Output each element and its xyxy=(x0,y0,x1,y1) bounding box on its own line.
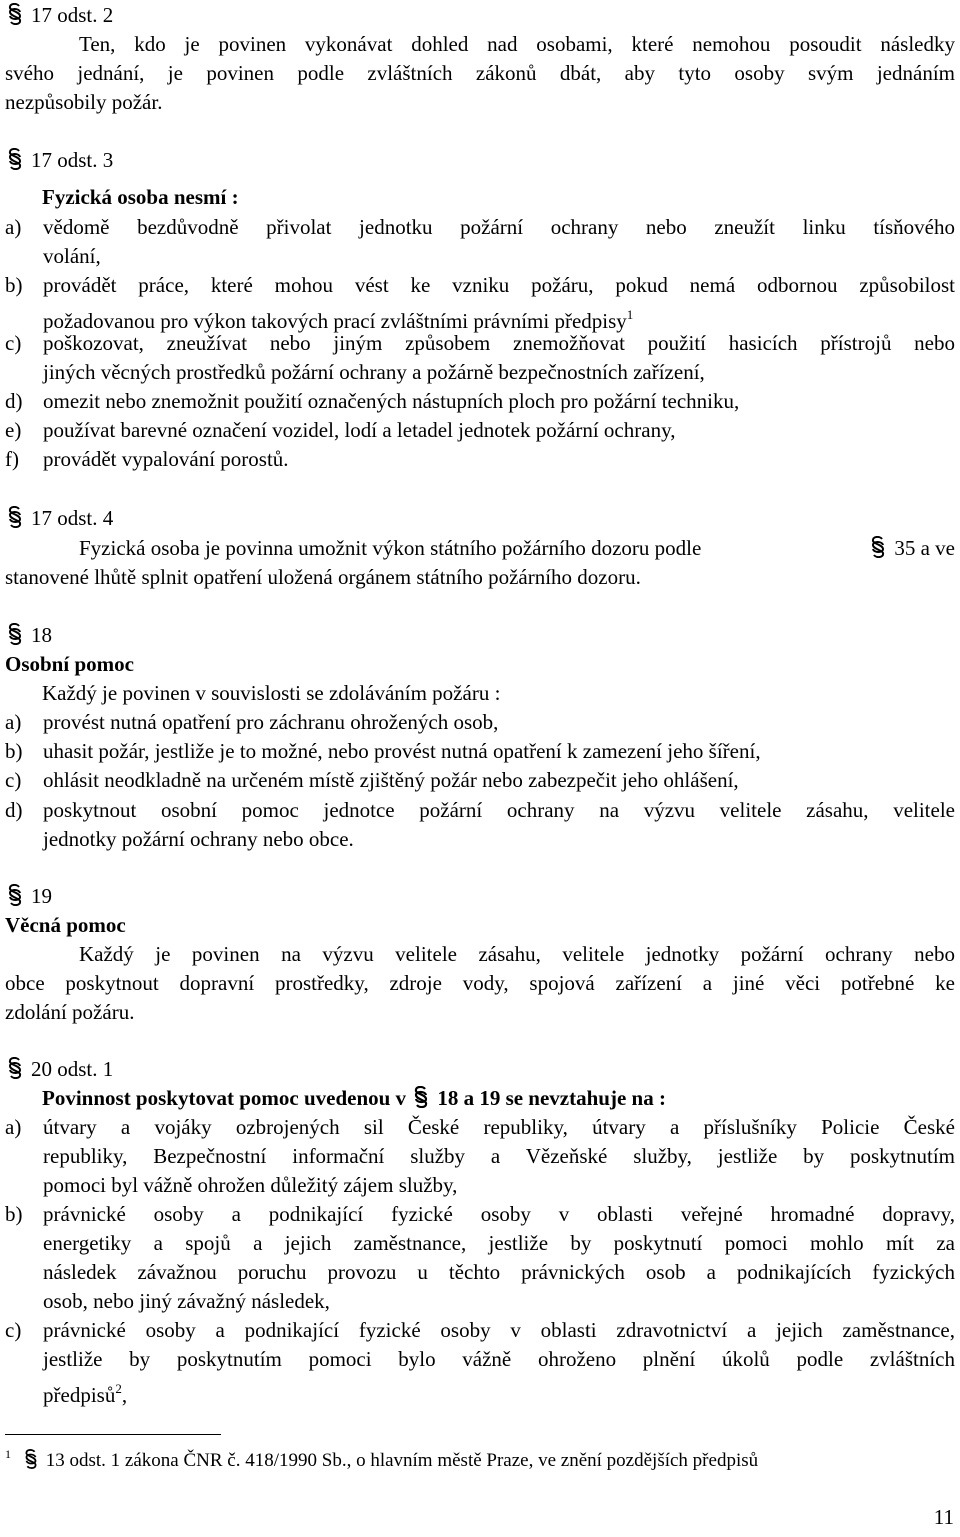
section-sign-icon xyxy=(5,506,25,528)
list-item-line: poskytnout osobní pomoc jednotce požární ochrany na výzvu velitele zásahu, velitele xyxy=(43,798,955,822)
list-item-line: používat barevné označení vozidel, lodí a letadel jednotek požární ochrany, xyxy=(43,418,676,442)
section-sign-icon xyxy=(5,3,25,25)
section-heading-17-3: 17 odst. 3 xyxy=(5,146,113,175)
section-sign-icon xyxy=(22,1449,40,1469)
section-heading-19: 19 xyxy=(5,882,52,911)
list-item-line: jednotky požární ochrany nebo obce. xyxy=(43,827,354,851)
list-label: c) xyxy=(5,768,22,792)
list-label: b) xyxy=(5,273,23,297)
section-heading-18: 18 xyxy=(5,621,52,650)
list-item-line: volání, xyxy=(43,244,101,268)
section-sign-icon xyxy=(411,1086,431,1108)
list-label: a) xyxy=(5,1115,22,1139)
section-title: Osobní pomoc xyxy=(5,652,134,676)
paragraph-line: Ten, kdo je povinen vykonávat dohled nad osobami, které nemohou posoudit následky xyxy=(79,32,955,56)
list-item-line: energetiky a spojů a jejich zaměstnance, jestliže by poskytnutí pomoci mohlo mít za xyxy=(43,1231,955,1255)
list-label: c) xyxy=(5,331,22,355)
section-heading-17-4: 17 odst. 4 xyxy=(5,504,113,533)
list-label: b) xyxy=(5,739,23,763)
list-item-line: právnické osoby a podnikající fyzické osoby v oblasti zdravotnictví a jejich zaměstnance, xyxy=(43,1318,955,1342)
list-label: b) xyxy=(5,1202,23,1226)
paragraph-line: Fyzická osoba je povinna umožnit výkon státního požárního dozoru podle 35 a ve xyxy=(79,534,955,563)
section-sign-icon xyxy=(5,1057,25,1079)
footnote-ref[interactable]: 1 xyxy=(626,307,634,322)
footnote-divider xyxy=(5,1434,221,1435)
list-item-line: provést nutná opatření pro záchranu ohrožených osob, xyxy=(43,710,499,734)
footnote: $^1$ 13 odst. 1 zákona ČNR č. 418/1990 Sb., o hlavním městě Praze, ve znění pozdějších předpisů xyxy=(5,1447,759,1471)
list-item-line: vědomě bezdůvodně přivolat jednotku požární ochrany nebo zneužít linku tísňového xyxy=(43,215,955,239)
paragraph-line: nezpůsobily požár. xyxy=(5,90,163,114)
list-item-line: pomoci byl vážně ohrožen důležitý zájem služby, xyxy=(43,1173,458,1197)
list-item-line: uhasit požár, jestliže je to možné, nebo provést nutná opatření k zamezení jeho šíření, xyxy=(43,739,761,763)
list-item-line: útvary a vojáky ozbrojených sil České republiky, útvary a příslušníky Policie České xyxy=(43,1115,955,1139)
list-item-line: osob, nebo jiný závažný následek, xyxy=(43,1289,330,1313)
paragraph-line: obce poskytnout dopravní prostředky, zdroje vody, spojová zařízení a jiné věci potřebné ke xyxy=(5,971,955,995)
list-item-line: ohlásit neodkladně na určeném místě zjištěný požár nebo zabezpečit jeho ohlášení, xyxy=(43,768,739,792)
list-item-line: následek závažnou poruchu provozu u těchto právnických osob a podnikajících fyzických xyxy=(43,1260,955,1284)
exemption-list xyxy=(5,1113,955,1413)
list-label: d) xyxy=(5,389,23,413)
page-number: 11 xyxy=(933,1505,954,1529)
paragraph-line: svého jednání, je povinen podle zvláštních zákonů dbát, aby tyto osoby svým jednáním xyxy=(5,61,955,85)
obligation-list xyxy=(5,708,955,858)
list-label: f) xyxy=(5,447,19,471)
list-item-line: předpisů$^2$, xyxy=(43,1381,128,1407)
paragraph-line: zdolání požáru. xyxy=(5,1000,135,1024)
footnote-mark: 1 xyxy=(5,1447,11,1461)
section-sign-icon xyxy=(5,884,25,906)
paragraph-line: stanovené lhůtě splnit opatření uložená orgánem státního požárního dozoru. xyxy=(5,565,641,589)
list-item-line: právnické osoby a podnikající fyzické osoby v oblasti veřejné hromadné dopravy, xyxy=(43,1202,955,1226)
list-label: c) xyxy=(5,1318,22,1342)
section-sign-icon xyxy=(868,536,888,558)
list-item-line: provádět vypalování porostů. xyxy=(43,447,289,471)
paragraph-line: Každý je povinen na výzvu velitele zásahu, velitele jednotky požární ochrany nebo xyxy=(79,942,955,966)
list-item-line: požadovanou pro výkon takových prací zvláštními právními předpisy$^1$ xyxy=(43,307,634,333)
prohibition-list xyxy=(5,213,955,473)
footnote-ref[interactable]: 2 xyxy=(115,1381,122,1396)
section-heading-17-2: 17 odst. 2 xyxy=(5,1,113,30)
list-item-line: provádět práce, které mohou vést ke vzniku požáru, pokud nemá odbornou způsobilost xyxy=(43,273,955,297)
list-label: a) xyxy=(5,215,22,239)
list-label: d) xyxy=(5,798,23,822)
list-item-line: poškozovat, zneužívat nebo jiným způsobem znemožňovat použití hasicích přístrojů nebo xyxy=(43,331,955,355)
list-item-line: republiky, Bezpečnostní informační služby a Vězeňské služby, jestliže by poskytnutím xyxy=(43,1144,955,1168)
section-title: Věcná pomoc xyxy=(5,913,126,937)
list-item-line: jiných věcných prostředků požární ochrany a požárně bezpečnostních zařízení, xyxy=(43,360,705,384)
list-label: a) xyxy=(5,710,22,734)
subheading: Fyzická osoba nesmí : xyxy=(42,185,239,209)
section-sign-icon xyxy=(5,623,25,645)
paragraph-line: Každý je povinen v souvislosti se zdoláváním požáru : xyxy=(42,681,501,705)
section-heading-20-1: 20 odst. 1 xyxy=(5,1055,113,1084)
subheading: Povinnost poskytovat pomoc uvedenou v 18 a 19 se nevztahuje na : xyxy=(42,1086,666,1110)
list-label: e) xyxy=(5,418,22,442)
list-item-line: omezit nebo znemožnit použití označených nástupních ploch pro požární techniku, xyxy=(43,389,740,413)
section-sign-icon xyxy=(5,148,25,170)
list-item-line: jestliže by poskytnutím pomoci bylo vážně ohroženo plnění úkolů podle zvláštních xyxy=(43,1347,955,1371)
section-ref: 35 a ve xyxy=(868,534,955,563)
